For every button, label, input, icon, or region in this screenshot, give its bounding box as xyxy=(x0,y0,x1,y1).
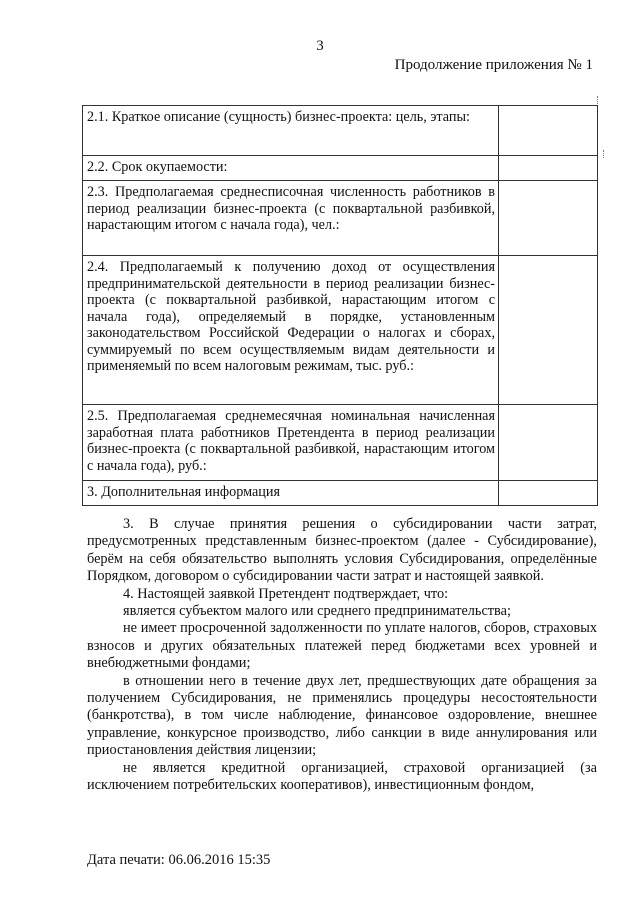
application-body xyxy=(87,516,597,795)
table-row xyxy=(83,156,598,181)
print-date: Дата печати: 06.06.2016 15:35 xyxy=(87,852,271,868)
project-info-table xyxy=(82,105,598,506)
table-row xyxy=(83,181,598,256)
paragraph-sme-status: является субъектом малого или среднего предпринимательства; xyxy=(123,603,511,620)
table-cell-value[interactable] xyxy=(499,106,598,156)
table-row xyxy=(83,481,598,506)
table-row xyxy=(83,256,598,405)
table-cell-label: 2.1. Краткое описание (сущность) бизнес-проекта: цель, этапы: xyxy=(83,106,499,156)
table-cell-value[interactable] xyxy=(499,181,598,256)
scan-artifact xyxy=(603,150,610,158)
paragraph-no-debt: не имеет просроченной задолженности по уплате налогов, сборов, страховых взносов и других обязательных платежей перед бюджетами всех уровней и внебюджетными фондами; xyxy=(87,620,597,672)
table-row xyxy=(83,405,598,481)
table-cell-label: 2.5. Предполагаемая среднемесячная номинальная начисленная заработная плата работников Претендента в период реализации бизнес-проекта (с поквартальной разбивкой, нарастающим итогом с начала года), руб.: xyxy=(83,405,499,481)
table-cell-label: 2.2. Срок окупаемости: xyxy=(83,156,499,181)
scan-artifact xyxy=(597,96,604,110)
paragraph-confirmation-intro: 4. Настоящей заявкой Претендент подтверждает, что: xyxy=(123,585,449,602)
table-row xyxy=(83,106,598,156)
table-cell-value[interactable] xyxy=(499,256,598,405)
table-cell-value[interactable] xyxy=(499,481,598,506)
appendix-label: Продолжение приложения № 1 xyxy=(394,57,593,73)
paragraph-subsidy-obligation: 3. В случае принятия решения о субсидировании части затрат, предусмотренных представленным бизнес-проектом (далее - Субсидирование), берём на себя обязательство выполнять условия Субсидирования, определённые Порядком, договором о субсидировании части затрат и настоящей заявкой. xyxy=(87,516,597,585)
table-cell-value[interactable] xyxy=(499,405,598,481)
paragraph-no-bankruptcy: в отношении него в течение двух лет, предшествующих дате обращения за получением Субсидирования, не применялись процедуры несостоятельности (банкротства), в том числе наблюдение, финансовое оздоровление, внешнее управление, конкурсное производство, либо санкции в виде аннулирования или приостановления действия лицензии; xyxy=(87,672,597,759)
table-cell-label: 2.4. Предполагаемый к получению доход от осуществления предпринимательской деятельности в период реализации бизнес-проекта (с поквартальной разбивкой, нарастающим итогом с начала года), определяемый в порядке, установленным законодательством Российской Федерации о налогах и сборах, суммируемый по всем осуществляемым видам деятельности и применяемый по всем налоговым режимам, тыс. руб.: xyxy=(83,256,499,405)
table-cell-label: 3. Дополнительная информация xyxy=(83,481,499,506)
page-number: 3 xyxy=(316,38,324,54)
table-cell-label: 2.3. Предполагаемая среднесписочная численность работников в период реализации бизнес-проекта (с поквартальной разбивкой, нарастающим итогом с начала года), чел.: xyxy=(83,181,499,256)
paragraph-not-credit-org: не является кредитной организацией, страховой организацией (за исключением потребительских кооперативов), инвестиционным фондом, xyxy=(87,759,597,794)
table-cell-value[interactable] xyxy=(499,156,598,181)
